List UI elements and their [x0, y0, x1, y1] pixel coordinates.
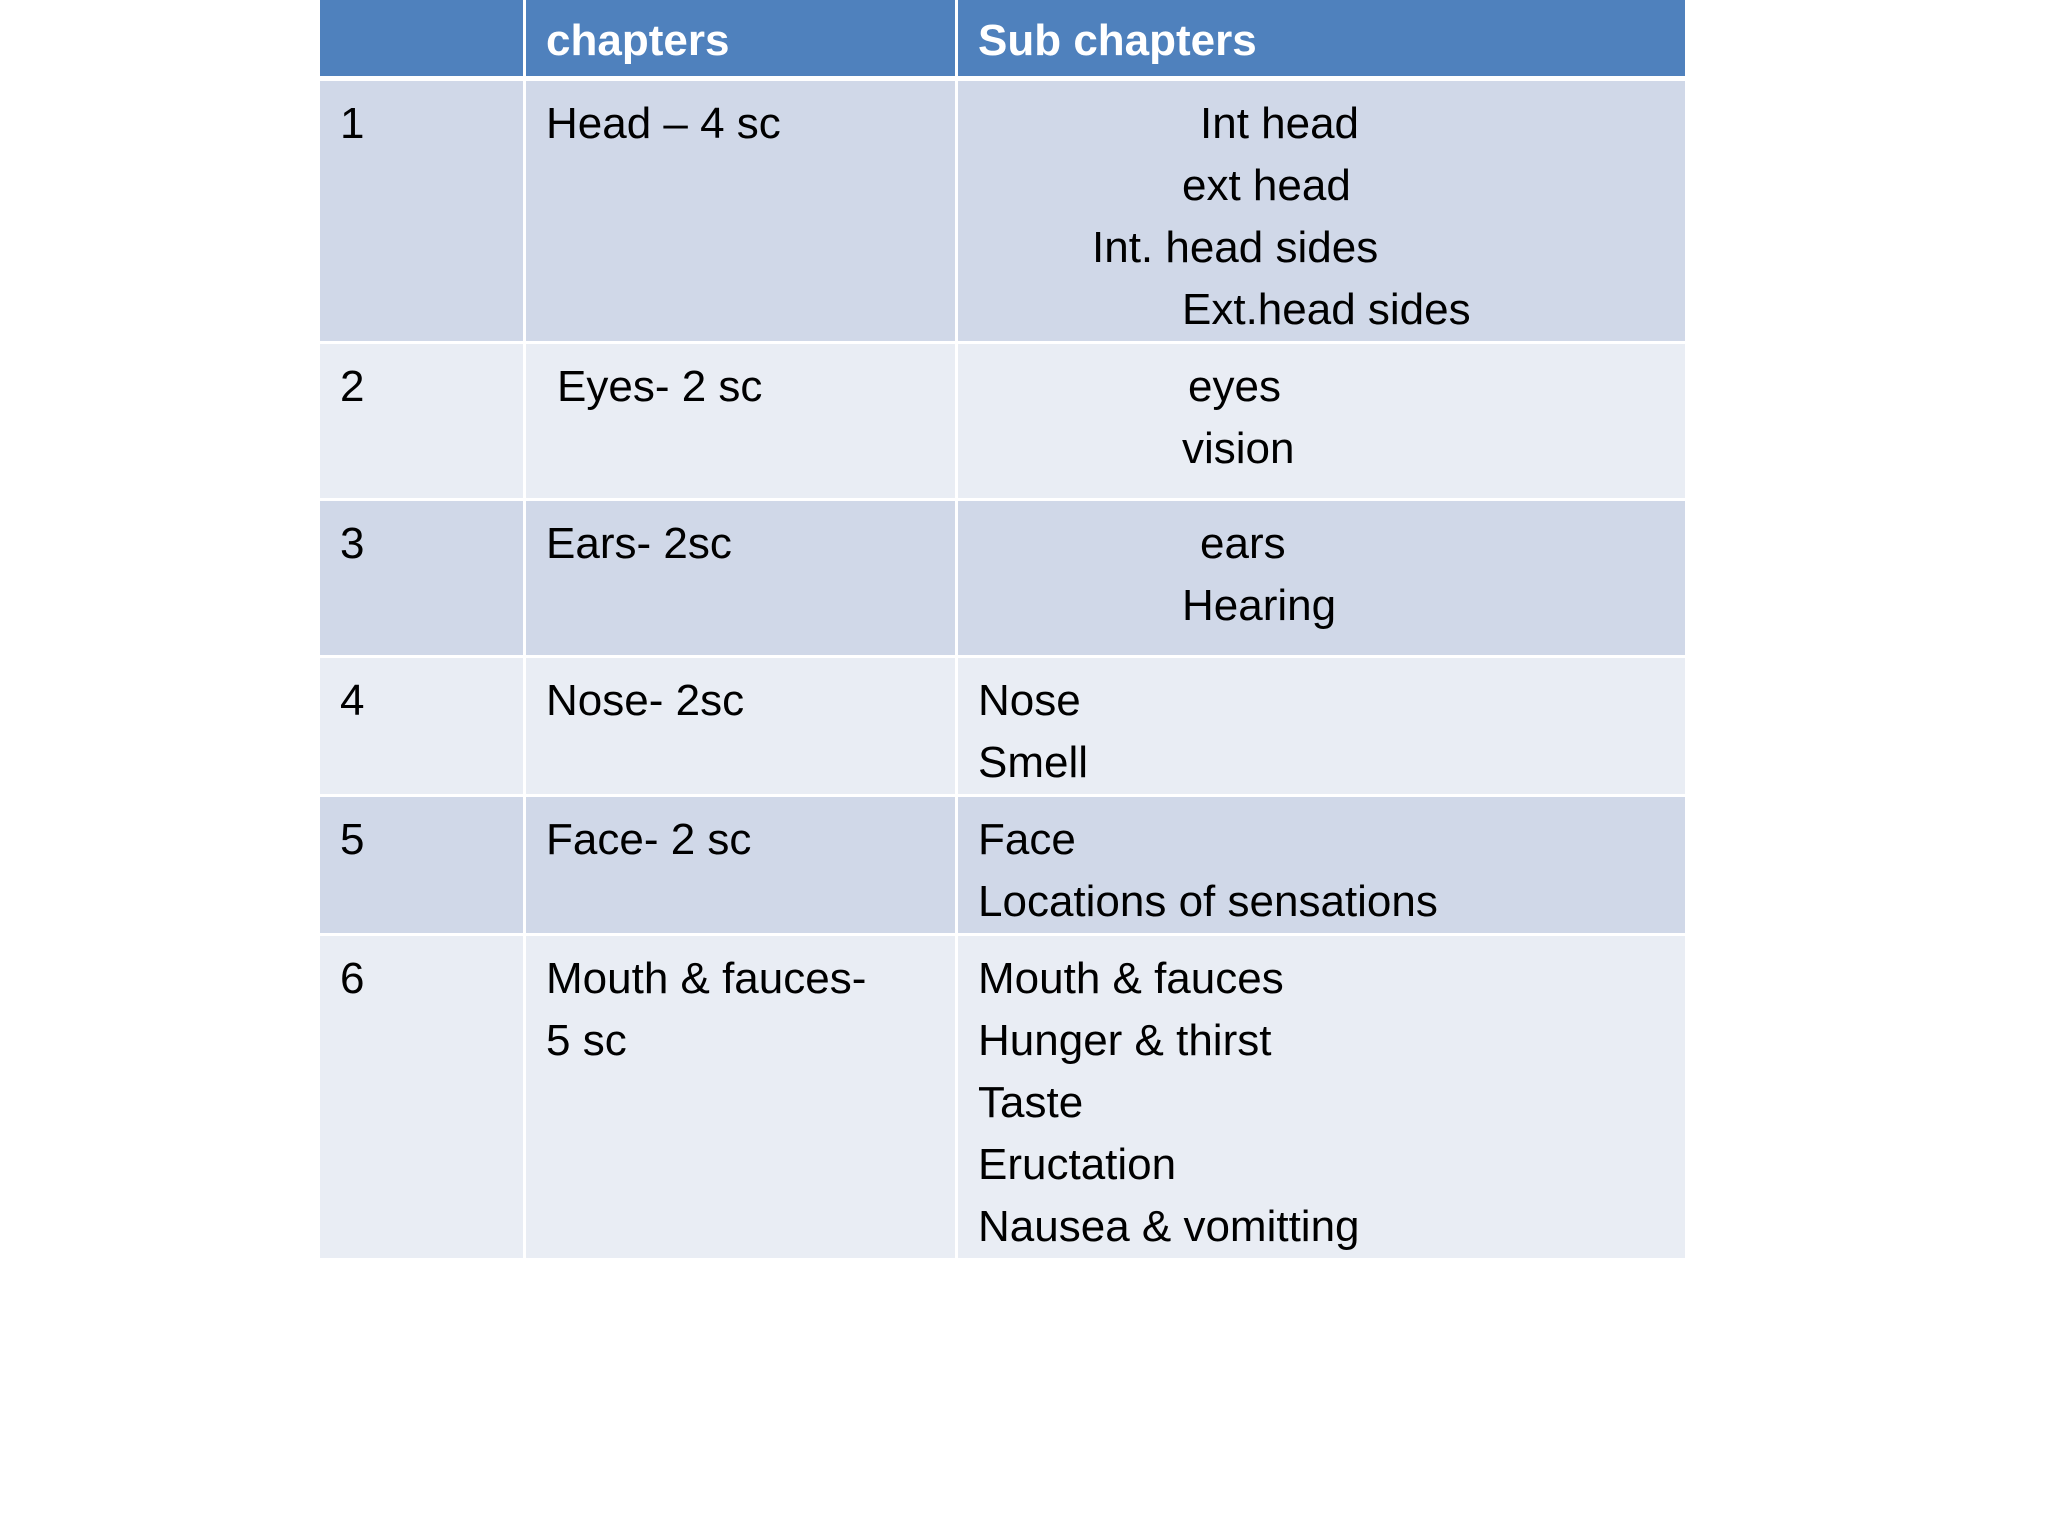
chapters-table: [320, 0, 1685, 1261]
sub-chapters-cell: [958, 501, 1685, 658]
sub-chapters-cell: [958, 658, 1685, 797]
sub-chapter-line: Hunger & thirst: [978, 1016, 1272, 1065]
row-number: 6: [320, 936, 526, 1261]
sub-chapter-line: ext head: [1182, 161, 1351, 210]
chapter-cell: [526, 797, 958, 936]
row-number: 4: [320, 658, 526, 797]
row-number: 3: [320, 501, 526, 658]
sub-chapter-line: Int. head sides: [1092, 223, 1379, 272]
chapter-cell: [526, 936, 958, 1261]
header-chapters: chapters: [526, 0, 958, 81]
table-header-row: [320, 0, 1685, 81]
sub-chapter-line: eyes: [1188, 362, 1281, 411]
chapter-cell: [526, 658, 958, 797]
chapter-line: Head – 4 sc: [546, 99, 781, 148]
sub-chapter-line: Smell: [978, 738, 1089, 787]
sub-chapter-line: Int head: [1200, 99, 1360, 148]
chapter-line: Nose- 2sc: [546, 676, 745, 725]
table-row: [320, 797, 1685, 936]
chapter-line: Face- 2 sc: [546, 815, 752, 864]
table-row: [320, 936, 1685, 1261]
sub-chapter-line: vision: [1182, 424, 1295, 473]
row-number: 5: [320, 797, 526, 936]
row-number: 1: [320, 81, 526, 344]
sub-chapter-line: Hearing: [1182, 581, 1337, 630]
table-row: [320, 658, 1685, 797]
sub-chapters-cell: [958, 936, 1685, 1261]
header-sub-chapters: Sub chapters: [958, 0, 1685, 81]
chapter-line: Eyes- 2 sc: [557, 362, 763, 411]
chapter-cell: [526, 501, 958, 658]
sub-chapter-line: Taste: [978, 1078, 1084, 1127]
chapter-cell: [526, 81, 958, 344]
sub-chapter-line: Mouth & fauces: [978, 954, 1284, 1003]
sub-chapters-cell: [958, 81, 1685, 344]
chapter-line: 5 sc: [546, 1016, 627, 1065]
sub-chapter-line: Eructation: [978, 1140, 1177, 1189]
sub-chapters-cell: [958, 797, 1685, 936]
table-row: [320, 501, 1685, 658]
sub-chapter-line: Ext.head sides: [1182, 285, 1471, 334]
sub-chapter-line: ears: [1200, 519, 1286, 568]
sub-chapter-line: Nausea & vomitting: [978, 1202, 1360, 1251]
row-number: 2: [320, 344, 526, 501]
table-row: [320, 81, 1685, 344]
header-number: [320, 0, 526, 81]
chapter-line: Mouth & fauces-: [546, 954, 867, 1003]
sub-chapter-line: Locations of sensations: [978, 877, 1438, 926]
chapter-line: Ears- 2sc: [546, 519, 732, 568]
sub-chapter-line: Nose: [978, 676, 1081, 725]
sub-chapter-line: Face: [978, 815, 1076, 864]
sub-chapters-cell: [958, 344, 1685, 501]
table-row: [320, 344, 1685, 501]
chapter-cell: [526, 344, 958, 501]
